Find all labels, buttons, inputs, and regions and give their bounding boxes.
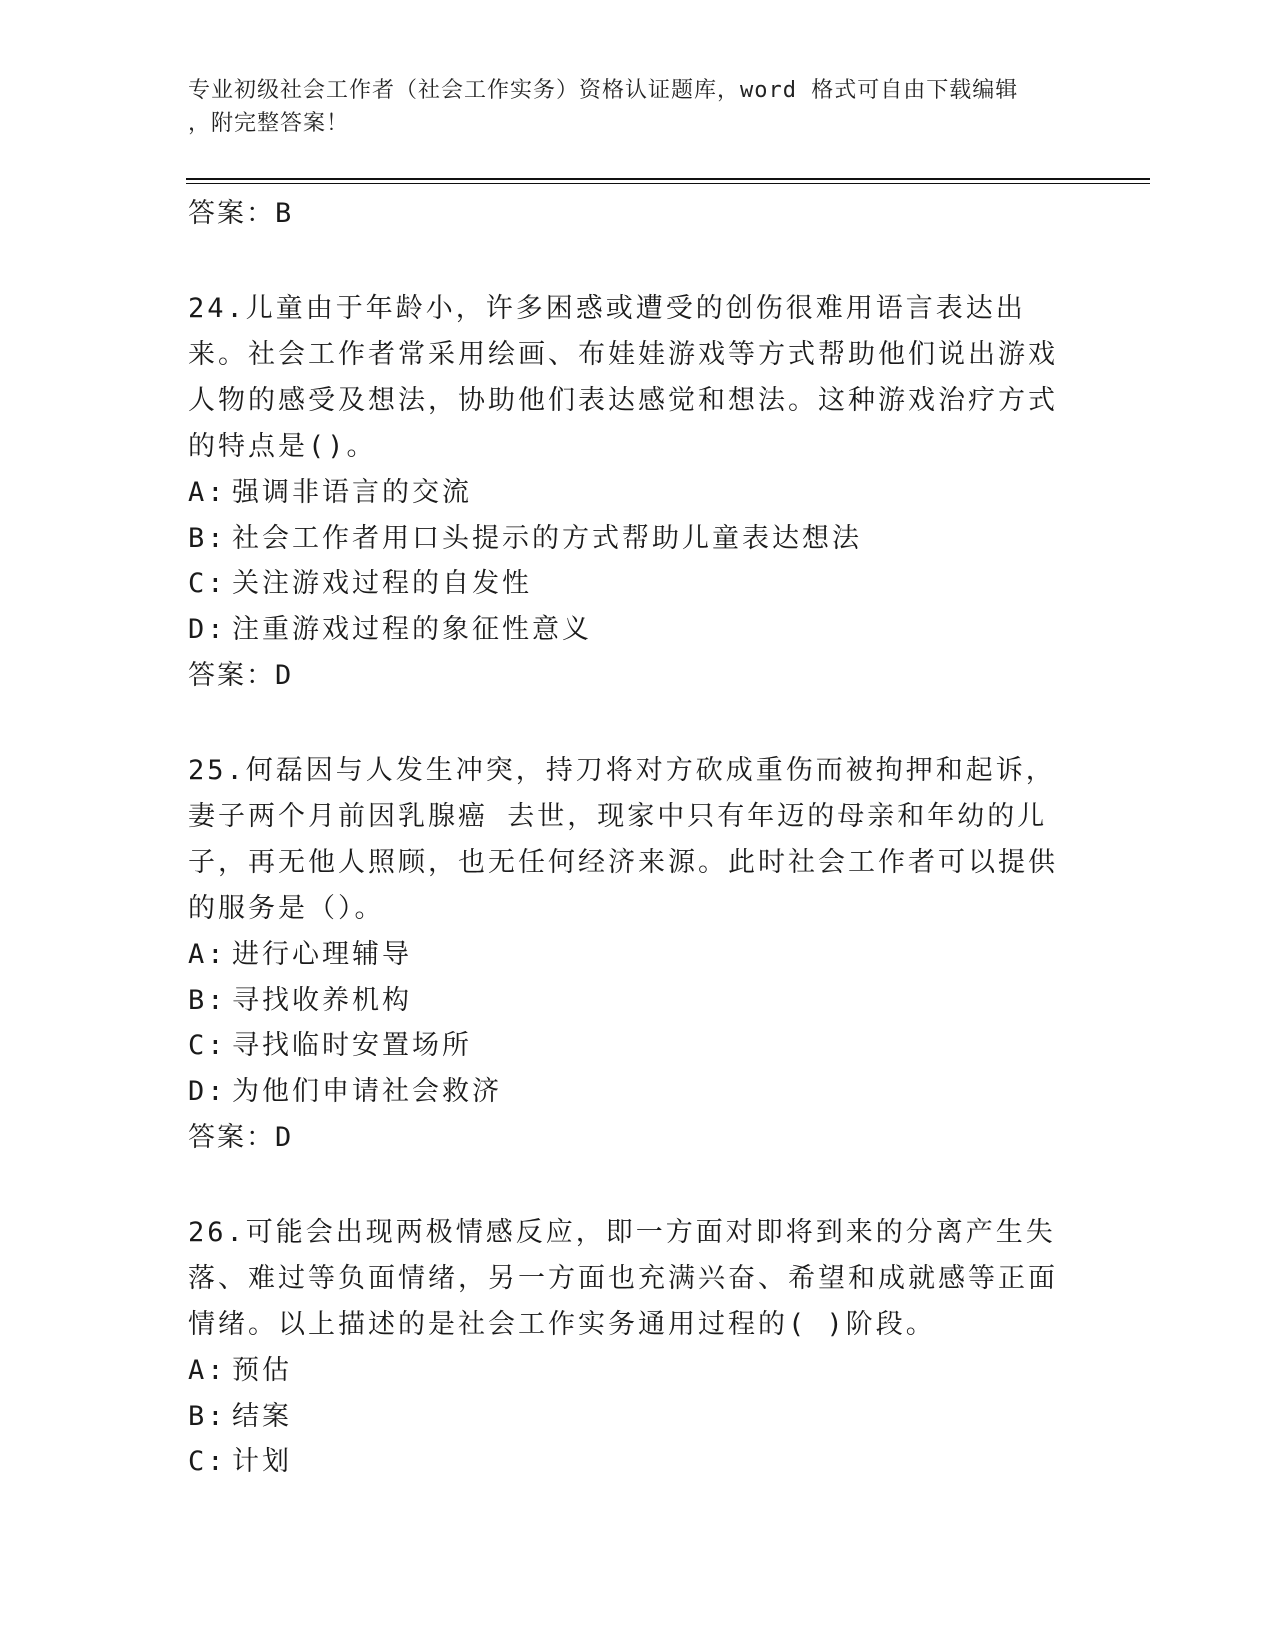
option-key: A: (188, 939, 227, 970)
option-text: 寻找收养机构 (232, 984, 412, 1016)
option-text: 强调非语言的交流 (232, 477, 472, 508)
option-key: A: (188, 477, 227, 508)
question-stem: 25.何磊因与人发生冲突，持刀将对方砍成重伤而被拘押和起诉，妻子两个月前因乳腺癌 去世，现家中只有年迈的母亲和年幼的儿子，再无他人照顾，也无任何经济来源。此时社会工作者可以提供的服务是（）。 (188, 755, 1058, 924)
option-d (188, 607, 1088, 653)
option-text: 社会工作者用口头提示的方式帮助儿童表达想法 (232, 522, 862, 554)
answer-line (188, 190, 1088, 234)
answer-label: 答案： (188, 1122, 275, 1153)
page-header (188, 74, 1068, 140)
option-c (188, 1023, 1088, 1069)
option-a (188, 470, 1088, 516)
question-stem: 26.可能会出现两极情感反应，即一方面对即将到来的分离产生失落、难过等负面情绪，另一方面也充满兴奋、希望和成就感等正面情绪。以上描述的是社会工作实务通用过程的( )阶段。 (188, 1217, 1058, 1340)
question-25 (188, 748, 1088, 1158)
option-text: 关注游戏过程的自发性 (232, 568, 532, 599)
option-key: B: (188, 1400, 227, 1432)
option-b (188, 516, 1088, 562)
option-key: C: (188, 1446, 227, 1477)
option-text: 进行心理辅导 (232, 939, 412, 970)
question-26 (188, 1210, 1088, 1485)
option-key: B: (188, 522, 227, 554)
option-a (188, 932, 1088, 978)
option-text: 计划 (232, 1446, 292, 1477)
option-a (188, 1348, 1088, 1394)
answer-label: 答案： (188, 198, 275, 229)
answer-line (188, 652, 1088, 696)
option-text: 寻找临时安置场所 (232, 1030, 472, 1061)
option-b (188, 978, 1088, 1024)
option-key: C: (188, 568, 227, 599)
option-c (188, 561, 1088, 607)
question-24 (188, 286, 1088, 696)
option-key: B: (188, 984, 227, 1016)
option-key: A: (188, 1355, 227, 1386)
question-stem: 24.儿童由于年龄小，许多困惑或遭受的创伤很难用语言表达出来。社会工作者常采用绘画、布娃娃游戏等方式帮助他们说出游戏人物的感受及想法，协助他们表达感觉和想法。这种游戏治疗方式的特点是()。 (188, 293, 1058, 462)
option-key: D: (188, 1075, 227, 1107)
document-body (188, 190, 1088, 1485)
header-rule-thin (186, 183, 1150, 184)
option-text: 预估 (232, 1355, 292, 1386)
header-line-2: ，附完整答案！ (188, 111, 350, 136)
option-key: C: (188, 1030, 227, 1061)
header-rule-thick (186, 178, 1150, 180)
option-c (188, 1439, 1088, 1485)
answer-value: D (275, 1122, 294, 1153)
option-text: 为他们申请社会救济 (232, 1075, 502, 1107)
option-text: 注重游戏过程的象征性意义 (232, 613, 592, 645)
option-key: D: (188, 613, 227, 645)
answer-label: 答案： (188, 660, 275, 691)
answer-value: B (275, 198, 294, 229)
header-line-1: 专业初级社会工作者（社会工作实务）资格认证题库，word 格式可自由下载编辑 (188, 78, 1019, 103)
option-d (188, 1069, 1088, 1115)
answer-value: D (275, 660, 294, 691)
answer-line (188, 1114, 1088, 1158)
option-b (188, 1394, 1088, 1440)
option-text: 结案 (232, 1400, 292, 1432)
